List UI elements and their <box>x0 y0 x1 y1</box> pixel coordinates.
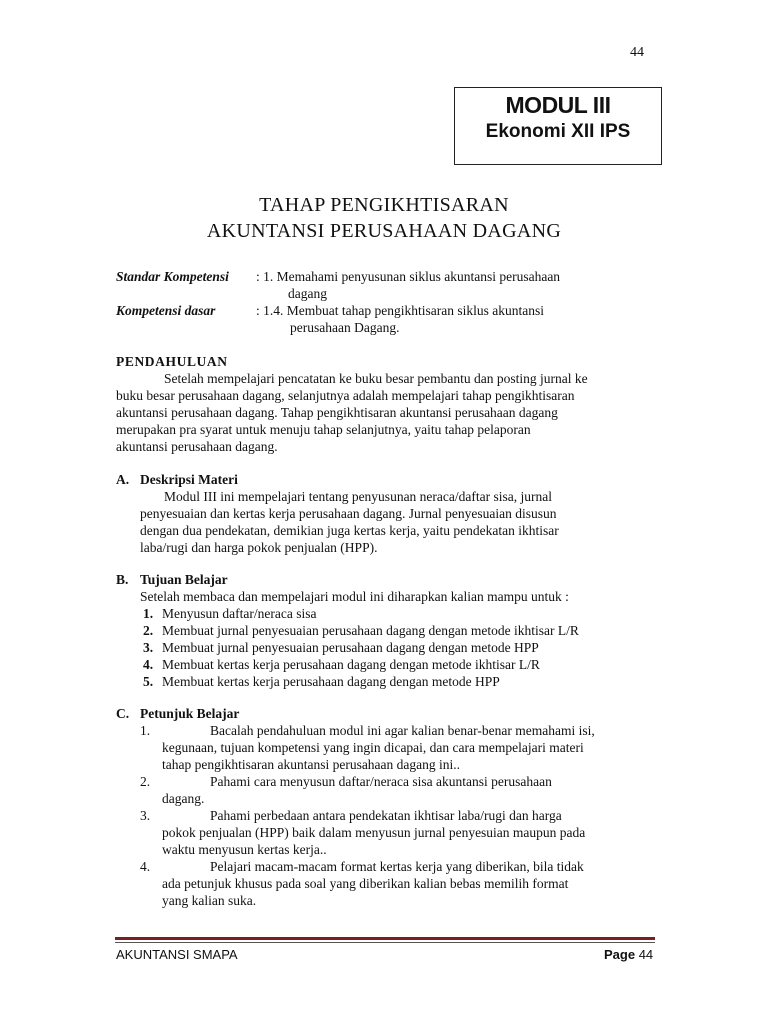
intro-line: merupakan pra syarat untuk menuju tahap selanjutnya, yaitu tahap pelaporan <box>116 422 531 437</box>
section-c-letter: C. <box>116 706 130 721</box>
sk-label: Standar Kompetensi <box>116 269 229 284</box>
main-title-line-1: TAHAP PENGIKHTISARAN <box>259 194 509 216</box>
goal-text: Membuat jurnal penyesuaian perusahaan dagang dengan metode ikhtisar L/R <box>162 623 579 638</box>
goal-text: Menyusun daftar/neraca sisa <box>162 606 317 621</box>
intro-heading: PENDAHULUAN <box>116 354 228 369</box>
footer-page <box>604 947 653 962</box>
page-number: 44 <box>630 45 644 60</box>
section-a-heading: Deskripsi Materi <box>140 472 238 487</box>
main-title-line-2: AKUNTANSI PERUSAHAAN DAGANG <box>206 220 562 242</box>
goal-number: 2. <box>143 623 154 638</box>
kd-text-1: : 1.4. Membuat tahap pengikhtisaran siklus akuntansi <box>256 303 544 318</box>
module-title-box <box>454 87 662 165</box>
instruction-text: tahap pengikhtisaran akuntansi perusahaan dagang ini.. <box>162 757 461 772</box>
footer-rule-thick <box>115 937 655 940</box>
intro-line: Setelah mempelajari pencatatan ke buku besar pembantu dan posting jurnal ke <box>164 371 588 386</box>
goal-number: 1. <box>143 606 154 621</box>
goal-number: 4. <box>143 657 154 672</box>
section-a-line: dengan dua pendekatan, demikian juga kertas kerja, yaitu pendekatan ikhtisar <box>140 523 559 538</box>
goal-number: 5. <box>143 674 154 689</box>
section-b-heading: Tujuan Belajar <box>140 572 228 587</box>
instruction-number: 3. <box>140 808 151 823</box>
instruction-text: yang kalian suka. <box>162 893 257 908</box>
instruction-text: pokok penjualan (HPP) baik dalam menyusun jurnal penyesuian maupun pada <box>162 825 586 840</box>
section-a-letter: A. <box>116 472 130 487</box>
footer-title: AKUNTANSI SMAPA <box>116 947 238 962</box>
instruction-text: dagang. <box>162 791 205 806</box>
goal-text: Membuat jurnal penyesuaian perusahaan dagang dengan metode HPP <box>162 640 539 655</box>
instruction-text: Pahami perbedaan antara pendekatan ikhtisar laba/rugi dan harga <box>210 808 562 823</box>
instruction-text: ada petunjuk khusus pada soal yang diberikan kalian bebas memilih format <box>162 876 569 891</box>
intro-line: akuntansi perusahaan dagang. Tahap pengikhtisaran akuntansi perusahaan dagang <box>116 405 558 420</box>
instruction-text: Pahami cara menyusun daftar/neraca sisa akuntansi perusahaan <box>210 774 552 789</box>
instruction-text: Pelajari macam-macam format kertas kerja yang diberikan, bila tidak <box>210 859 584 874</box>
section-a-line: Modul III ini mempelajari tentang penyusunan neraca/daftar sisa, jurnal <box>164 489 552 504</box>
section-b-letter: B. <box>116 572 129 587</box>
intro-line: buku besar perusahaan dagang, selanjutnya adalah mempelajari tahap pengikhtisaran <box>116 388 575 403</box>
sk-text-1: : 1. Memahami penyusunan siklus akuntansi perusahaan <box>256 269 561 284</box>
section-a-line: laba/rugi dan harga pokok penjualan (HPP). <box>140 540 378 555</box>
module-title: MODUL III <box>505 92 611 118</box>
section-b-intro: Setelah membaca dan mempelajari modul ini diharapkan kalian mampu untuk : <box>140 589 569 604</box>
footer-page-number: 44 <box>638 947 654 962</box>
instruction-text: waktu menyusun kertas kerja.. <box>162 842 327 857</box>
sk-text-2: dagang <box>288 286 327 301</box>
section-c-heading: Petunjuk Belajar <box>140 706 240 721</box>
footer-page-label: Page <box>604 947 636 962</box>
kd-label: Kompetensi dasar <box>116 303 216 318</box>
module-subtitle: Ekonomi XII IPS <box>485 121 631 142</box>
instruction-number: 4. <box>140 859 151 874</box>
goal-text: Membuat kertas kerja perusahaan dagang dengan metode HPP <box>162 674 500 689</box>
instruction-text: kegunaan, tujuan kompetensi yang ingin dicapai, dan cara mempelajari materi <box>162 740 584 755</box>
kd-text-2: perusahaan Dagang. <box>290 320 400 335</box>
intro-line: akuntansi perusahaan dagang. <box>116 439 278 454</box>
instruction-number: 2. <box>140 774 151 789</box>
section-a-line: penyesuaian dan kertas kerja perusahaan dagang. Jurnal penyesuaian disusun <box>140 506 557 521</box>
instruction-text: Bacalah pendahuluan modul ini agar kalian benar-benar memahami isi, <box>210 723 595 738</box>
footer-rule-thin <box>115 942 655 943</box>
goal-number: 3. <box>143 640 154 655</box>
instruction-number: 1. <box>140 723 151 738</box>
goal-text: Membuat kertas kerja perusahaan dagang dengan metode ikhtisar L/R <box>162 657 540 672</box>
